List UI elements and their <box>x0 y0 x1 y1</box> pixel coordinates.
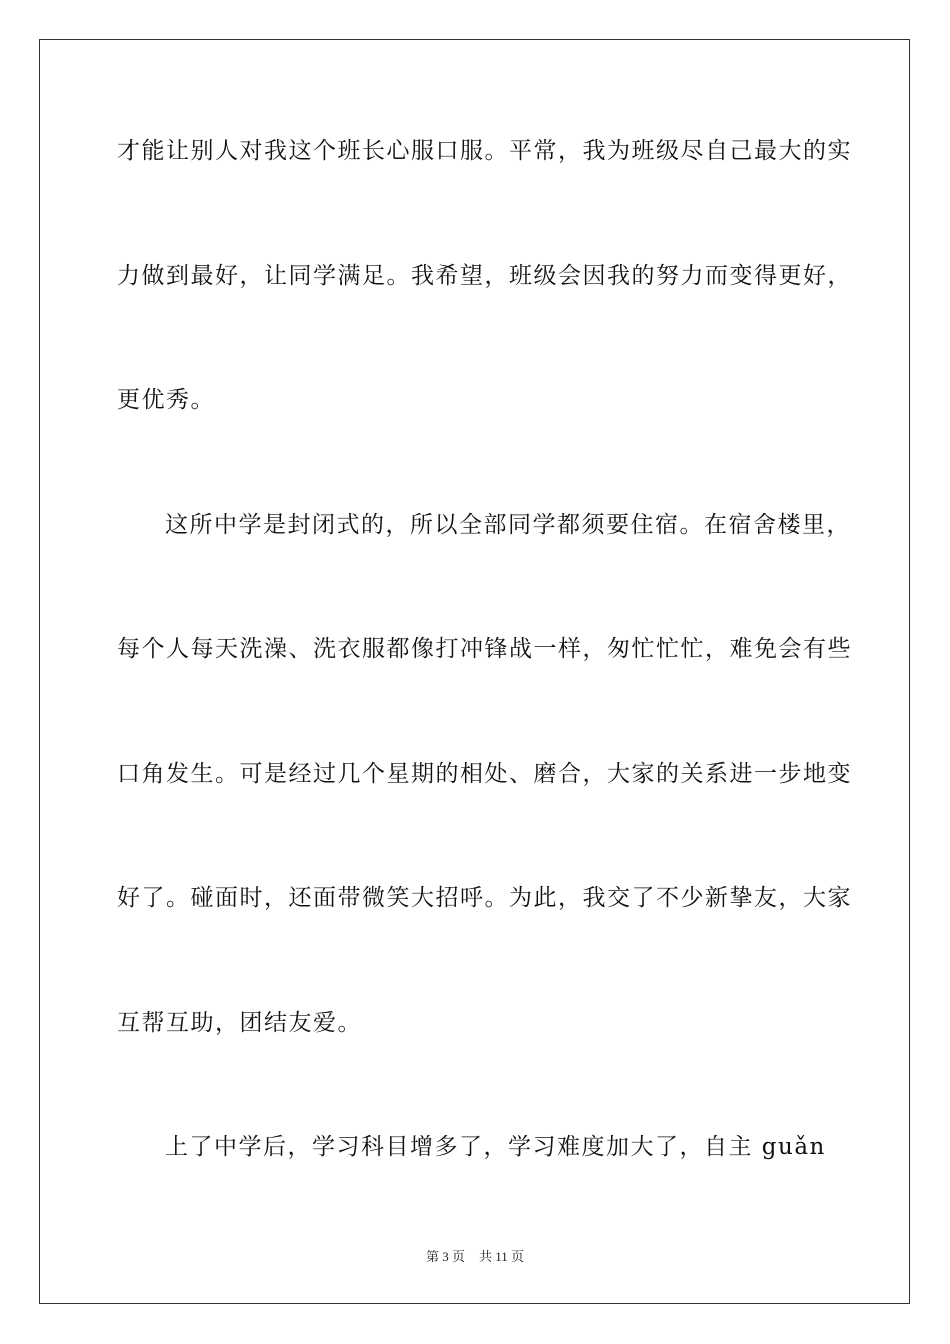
text-line: 才能让别人对我这个班长心服口服。平常，我为班级尽自己最大的实 <box>117 138 852 164</box>
paragraph-start-line: 这所中学是封闭式的，所以全部同学都须要住宿。在宿舍楼里， <box>165 512 851 538</box>
text-line: 口角发生。可是经过几个星期的相处、磨合，大家的关系进一步地变 <box>117 761 852 787</box>
page-footer <box>0 1246 950 1265</box>
text-line: 更优秀。 <box>117 387 215 413</box>
text-line: 好了。碰面时，还面带微笑大招呼。为此，我交了不少新挚友，大家 <box>117 885 852 911</box>
text-line: 每个人每天洗澡、洗衣服都像打冲锋战一样，匆忙忙忙，难免会有些 <box>117 636 852 662</box>
page-total: 共 11 页 <box>478 1249 525 1264</box>
page-number: 第 3 页 <box>425 1249 465 1264</box>
text-line: 互帮互助，团结友爱。 <box>117 1010 362 1036</box>
paragraph-start-line: 上了中学后，学习科目增多了，学习难度加大了，自主 guǎn <box>165 1134 826 1160</box>
page-frame <box>39 39 910 1304</box>
text-line: 力做到最好，让同学满足。我希望，班级会因我的努力而变得更好， <box>117 263 852 289</box>
